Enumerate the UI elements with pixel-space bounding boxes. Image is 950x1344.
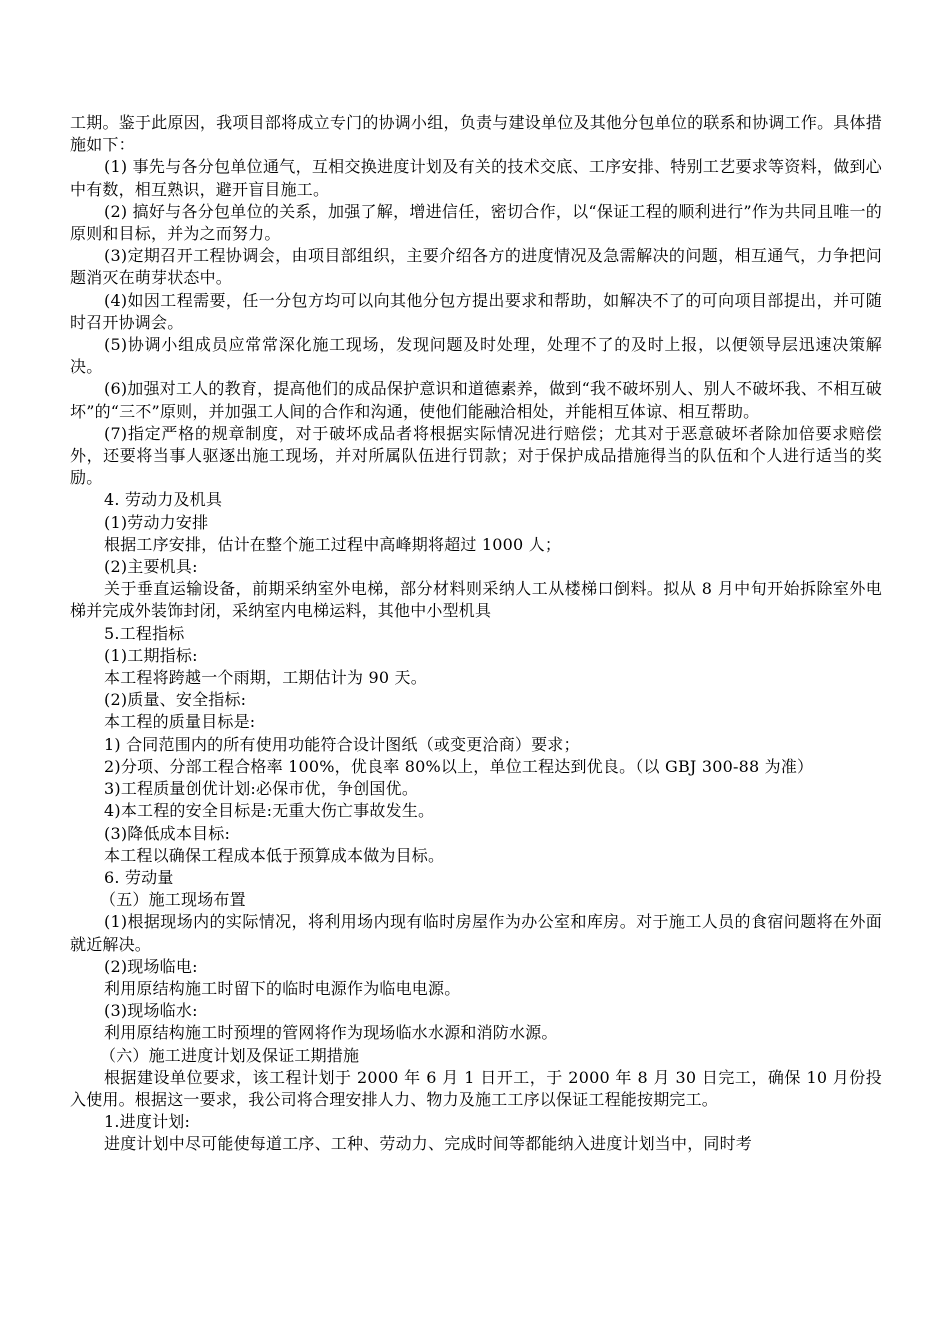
paragraph: (1)根据现场内的实际情况，将利用场内现有临时房屋作为办公室和库房。对于施工人员的食宿问题将在外面就近解决。 — [70, 912, 882, 954]
subsection-heading: (1)工期指标: — [104, 645, 198, 665]
subsection-heading: (2)现场临电: — [104, 956, 198, 976]
subsection-heading: (3)降低成本目标: — [104, 823, 231, 843]
section-heading: 4. 劳动力及机具 — [104, 490, 223, 510]
paragraph: 本工程以确保工程成本低于预算成本做为目标。 — [104, 845, 445, 865]
paragraph: (1) 事先与各分包单位通气，互相交换进度计划及有关的技术交底、工序安排、特别工艺要求等资料，做到心中有数，相互熟识，避开盲目施工。 — [70, 157, 882, 199]
paragraph: 利用原结构施工时留下的临时电源作为临电电源。 — [104, 978, 461, 998]
document-body — [70, 112, 882, 1156]
paragraph: 关于垂直运输设备，前期采纳室外电梯，部分材料则采纳人工从楼梯口倒料。拟从 8 月中旬开始拆除室外电梯并完成外装饰封闭，采纳室内电梯运料，其他中小型机具 — [70, 579, 882, 621]
paragraph: 工期。鉴于此原因，我项目部将成立专门的协调小组，负责与建设单位及其他分包单位的联系和协调工作。具体措施如下： — [70, 113, 882, 155]
paragraph: (7)指定严格的规章制度，对于破坏成品者将根据实际情况进行赔偿；尤其对于恶意破坏者除加倍要求赔偿外，还要将当事人驱逐出施工现场，并对所属队伍进行罚款；对于保护成品措施得当的队伍和个人进行适当的奖励。 — [70, 423, 882, 488]
list-item: 1) 合同范围内的所有使用功能符合设计图纸（或变更洽商）要求； — [104, 734, 580, 754]
subsection-heading: (2)质量、安全指标: — [104, 690, 247, 710]
list-item: 3)工程质量创优计划:必保市优，争创国优。 — [104, 779, 419, 799]
paragraph: 本工程的质量目标是: — [104, 712, 256, 732]
chapter-heading: （五）施工现场布置 — [100, 890, 246, 910]
paragraph: 进度计划中尽可能使每道工序、工种、劳动力、完成时间等都能纳入进度计划当中，同时考 — [104, 1134, 753, 1154]
section-heading: 6. 劳动量 — [104, 867, 174, 887]
section-heading: 1.进度计划: — [104, 1112, 191, 1132]
paragraph: 本工程将跨越一个雨期，工期估计为 90 天。 — [104, 668, 427, 688]
paragraph: 根据工序安排，估计在整个施工过程中高峰期将超过 1000 人； — [104, 534, 562, 554]
paragraph: 利用原结构施工时预埋的管网将作为现场临水水源和消防水源。 — [104, 1023, 558, 1043]
chapter-heading: （六）施工进度计划及保证工期措施 — [100, 1045, 360, 1065]
paragraph: (3)定期召开工程协调会，由项目部组织，主要介绍各方的进度情况及急需解决的问题，相互通气，力争把问题消灭在萌芽状态中。 — [70, 246, 882, 288]
paragraph: (2) 搞好与各分包单位的关系，加强了解，增进信任，密切合作，以“保证工程的顺利进行”作为共同且唯一的原则和目标，并为之而努力。 — [70, 201, 882, 244]
subsection-heading: (3)现场临水: — [104, 1001, 198, 1021]
paragraph: (4)如因工程需要，任一分包方均可以向其他分包方提出要求和帮助，如解决不了的可向项目部提出，并可随时召开协调会。 — [70, 290, 882, 332]
list-item: 2)分项、分部工程合格率 100%，优良率 80%以上，单位工程达到优良。（以 GBJ 300-88 为准） — [104, 756, 814, 776]
list-item: 4)本工程的安全目标是:无重大伤亡事故发生。 — [104, 801, 435, 821]
paragraph: 根据建设单位要求，该工程计划于 2000 年 6 月 1 日开工，于 2000 年 8 月 30 日完工，确保 10 月份投入使用。根据这一要求，我公司将合理安排人力、物力及施工工序以保证工程能按期完工。 — [70, 1067, 882, 1109]
section-heading: 5.工程指标 — [104, 623, 185, 643]
paragraph: (5)协调小组成员应常常深化施工现场，发现问题及时处理，处理不了的及时上报，以便领导层迅速决策解决。 — [70, 335, 882, 377]
subsection-heading: (2)主要机具: — [104, 557, 198, 577]
paragraph: (6)加强对工人的教育，提高他们的成品保护意识和道德素养，做到“我不破坏别人、别人不破坏我、不相互破坏”的“三不”原则，并加强工人间的合作和沟通，使他们能融洽相处，并能相互体谅、相互帮助。 — [70, 379, 882, 421]
subsection-heading: (1)劳动力安排 — [104, 512, 209, 532]
